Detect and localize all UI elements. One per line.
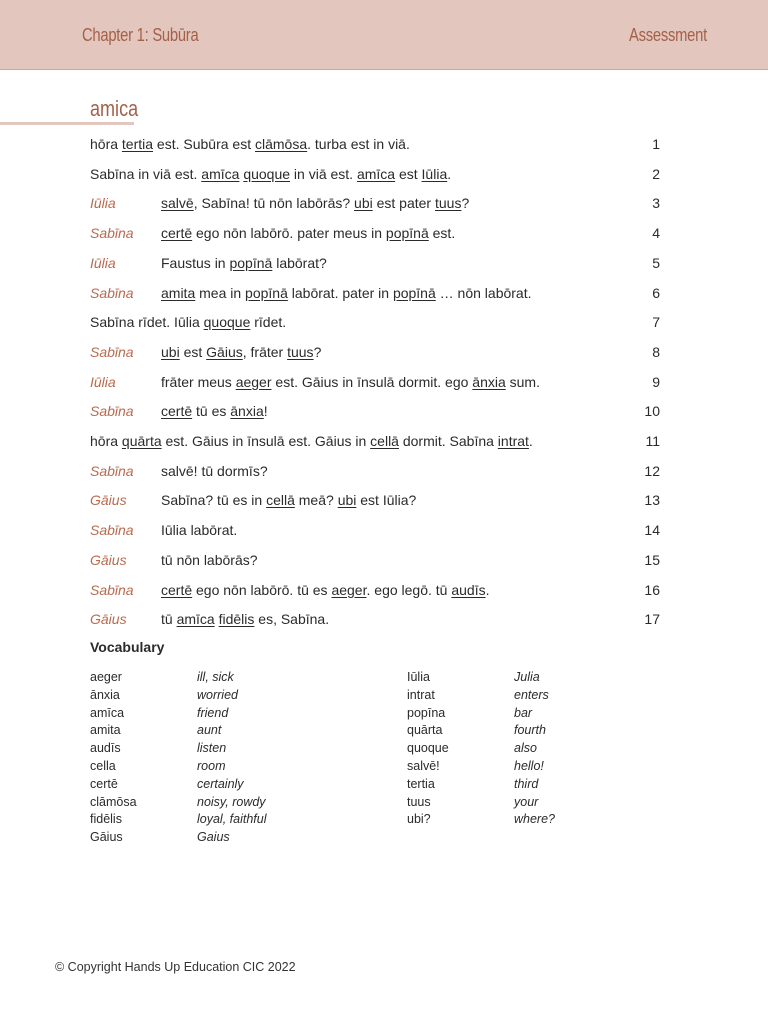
glossed-word: popīnā xyxy=(245,284,288,301)
line-number: 10 xyxy=(644,403,660,420)
vocab-meaning: loyal, faithful xyxy=(197,812,267,827)
text-segment: hōra xyxy=(90,433,122,449)
glossed-word: certē xyxy=(161,225,193,242)
speaker-name: Gāius xyxy=(90,492,127,509)
speaker-name: Sabīna xyxy=(90,343,134,360)
text-segment: tū es xyxy=(192,403,231,420)
page-header xyxy=(0,0,768,70)
vocab-meaning: bar xyxy=(514,705,533,720)
line-number: 14 xyxy=(644,522,660,539)
glossed-word: amīca xyxy=(176,611,215,628)
glossed-word: amīca xyxy=(201,165,240,182)
speaker-name: Gāius xyxy=(90,611,127,628)
line-text xyxy=(161,340,321,364)
text-segment: rīdet. xyxy=(250,314,287,331)
vocab-meaning: your xyxy=(514,794,539,809)
speaker-name: Iūlia xyxy=(90,373,116,390)
line-number: 12 xyxy=(644,462,660,479)
copyright-footer: © Copyright Hands Up Education CIC 2022 xyxy=(55,960,296,974)
vocab-word: ubi? xyxy=(407,812,431,827)
line-text xyxy=(90,162,451,186)
vocab-meaning: enters xyxy=(514,687,549,702)
speaker-name: Sabīna xyxy=(90,225,134,242)
vocab-word: amita xyxy=(90,723,121,738)
glossed-word: quārta xyxy=(121,433,162,449)
vocab-meaning: where? xyxy=(514,812,555,827)
text-segment: ? xyxy=(313,343,322,360)
text-segment: tū nōn labōrās? xyxy=(161,551,258,568)
line-number: 2 xyxy=(652,165,660,182)
passage-line xyxy=(0,399,768,423)
glossed-word: certē xyxy=(161,581,193,598)
glossed-word: popīnā xyxy=(392,284,436,301)
vocab-meaning: worried xyxy=(197,687,238,702)
speaker-name: Sabīna xyxy=(90,522,134,539)
glossed-word: audīs xyxy=(451,581,486,598)
vocab-word: tertia xyxy=(407,776,435,791)
text-segment: labōrat. pater in xyxy=(287,284,393,301)
text-segment: . turba est in viā. xyxy=(307,136,410,152)
glossed-word: ānxia xyxy=(472,373,506,390)
vocab-meaning: aunt xyxy=(197,723,222,738)
passage-line xyxy=(0,488,768,512)
vocab-meaning: listen xyxy=(197,741,227,756)
line-number: 4 xyxy=(652,225,660,242)
vocab-meaning: friend xyxy=(197,705,229,720)
glossed-word: ānxia xyxy=(230,403,264,420)
glossed-word: aeger xyxy=(331,581,367,598)
text-segment: Faustus in xyxy=(161,254,230,271)
glossed-word: tuus xyxy=(287,343,314,360)
text-segment: . ego legō. tū xyxy=(366,581,452,598)
passage-line xyxy=(0,548,768,572)
passage-line xyxy=(0,162,768,186)
line-number: 1 xyxy=(652,136,660,152)
line-text xyxy=(90,429,533,453)
passage-line xyxy=(0,459,768,483)
glossed-word: ubi xyxy=(354,195,373,212)
passage-title: amica xyxy=(90,96,139,121)
vocab-word: certē xyxy=(90,776,118,791)
line-text xyxy=(161,578,489,602)
vocab-meaning: also xyxy=(514,741,537,756)
text-segment: sum. xyxy=(505,373,540,390)
vocab-word: intrat xyxy=(407,687,435,702)
text-segment: Sabīna? tū es in xyxy=(161,492,267,509)
section-label: Assessment xyxy=(629,25,707,45)
text-segment: , frāter xyxy=(242,343,288,360)
passage-line xyxy=(0,221,768,245)
text-segment: in viā est. xyxy=(290,165,357,182)
line-text xyxy=(161,488,416,512)
line-text xyxy=(161,607,329,631)
line-text xyxy=(161,370,540,394)
title-underline-rule xyxy=(0,122,134,125)
line-text xyxy=(161,518,237,542)
text-segment: est. Subūra est xyxy=(153,136,255,152)
passage-line xyxy=(0,281,768,305)
speaker-name: Sabīna xyxy=(90,462,134,479)
vocab-word: audīs xyxy=(90,741,121,756)
line-text xyxy=(161,399,268,423)
text-segment: est. Gāius in īnsulā est. Gāius in xyxy=(161,433,371,449)
vocab-meaning: room xyxy=(197,758,226,773)
vocab-word: Gāius xyxy=(90,830,123,845)
passage-line xyxy=(0,607,768,631)
passage-line xyxy=(0,518,768,542)
text-segment: est. xyxy=(428,225,456,242)
vocab-meaning: hello! xyxy=(514,758,544,773)
glossed-word: popīnā xyxy=(385,225,429,242)
glossed-word: ubi xyxy=(161,343,180,360)
vocab-meaning: third xyxy=(514,776,539,791)
line-number: 9 xyxy=(652,373,660,390)
passage-line xyxy=(0,310,768,334)
text-segment: . xyxy=(485,581,490,598)
passage-line xyxy=(0,429,768,453)
text-segment: Sabīna rīdet. Iūlia xyxy=(90,314,204,331)
vocab-word: aeger xyxy=(90,670,122,684)
vocab-word: quoque xyxy=(407,741,449,756)
vocab-meaning: ill, sick xyxy=(197,670,234,684)
text-segment: ego nōn labōrō. pater meus in xyxy=(192,225,386,242)
text-segment: meā? xyxy=(294,492,338,509)
glossed-word: salvē xyxy=(161,195,194,212)
speaker-name: Sabīna xyxy=(90,581,134,598)
text-segment: dormit. Sabīna xyxy=(398,433,498,449)
glossed-word: quoque xyxy=(243,165,291,182)
glossed-word: tertia xyxy=(121,136,154,152)
line-number: 7 xyxy=(652,314,660,331)
text-segment: es, Sabīna. xyxy=(254,611,330,628)
line-number: 15 xyxy=(644,551,660,568)
text-segment: ! xyxy=(263,403,268,420)
text-segment: hōra xyxy=(90,136,122,152)
text-segment: est. Gāius in īnsulā dormit. ego xyxy=(271,373,473,390)
line-text xyxy=(90,310,286,334)
text-segment: , Sabīna! tū nōn labōrās? xyxy=(193,195,355,212)
passage-line xyxy=(0,191,768,215)
vocab-word: quārta xyxy=(407,723,443,738)
glossed-word: quoque xyxy=(203,314,251,331)
vocab-word: salvē! xyxy=(407,758,440,773)
vocab-word: popīna xyxy=(407,705,446,720)
line-number: 17 xyxy=(644,611,660,628)
text-segment: ego nōn labōrō. tū es xyxy=(192,581,332,598)
passage-line xyxy=(0,340,768,364)
text-segment: est xyxy=(179,343,207,360)
vocabulary-heading: Vocabulary xyxy=(90,639,165,655)
chapter-title: Chapter 1: Subūra xyxy=(82,25,199,45)
vocab-word: amīca xyxy=(90,705,125,720)
glossed-word: ubi xyxy=(337,492,357,509)
glossed-word: tuus xyxy=(434,195,462,212)
glossed-word: popīnā xyxy=(229,254,273,271)
text-segment: est Iūlia? xyxy=(356,492,417,509)
passage-line xyxy=(0,370,768,394)
text-segment: . xyxy=(447,165,452,182)
vocab-word: fidēlis xyxy=(90,812,122,827)
text-segment: frāter meus xyxy=(161,373,236,390)
line-number: 3 xyxy=(652,195,660,212)
text-segment: Sabīna in viā est. xyxy=(90,165,202,182)
glossed-word: clāmōsa xyxy=(255,136,308,152)
passage-line xyxy=(0,578,768,602)
vocab-word: clāmōsa xyxy=(90,794,137,809)
text-segment: . xyxy=(528,433,533,449)
speaker-name: Sabīna xyxy=(90,403,134,420)
text-segment: … nōn labōrat. xyxy=(435,284,532,301)
line-number: 8 xyxy=(652,343,660,360)
text-segment: labōrat? xyxy=(272,254,327,271)
passage-line xyxy=(0,251,768,275)
line-number: 11 xyxy=(645,433,660,449)
glossed-word: aeger xyxy=(235,373,272,390)
glossed-word: intrat xyxy=(497,433,529,449)
speaker-name: Iūlia xyxy=(90,195,116,212)
vocab-meaning: Gaius xyxy=(197,830,230,845)
line-number: 13 xyxy=(644,492,660,509)
glossed-word: fidēlis xyxy=(218,611,255,628)
glossed-word: cellā xyxy=(370,433,399,449)
line-text xyxy=(161,281,532,305)
vocab-word: Iūlia xyxy=(407,670,430,684)
passage-title-block xyxy=(0,96,140,126)
glossed-word: cellā xyxy=(266,492,295,509)
glossed-word: amīca xyxy=(356,165,396,182)
line-text xyxy=(161,459,268,483)
vocab-meaning: noisy, rowdy xyxy=(197,794,266,809)
line-number: 6 xyxy=(652,284,660,301)
line-text xyxy=(161,548,258,572)
passage-line xyxy=(0,132,768,156)
text-segment: est xyxy=(395,165,422,182)
line-text xyxy=(90,132,410,156)
line-number: 5 xyxy=(652,254,660,271)
glossed-word: certē xyxy=(161,403,193,420)
glossed-word: Gāius xyxy=(206,343,243,360)
vocab-meaning: fourth xyxy=(514,723,546,738)
speaker-name: Gāius xyxy=(90,551,127,568)
line-text xyxy=(161,221,455,245)
text-segment: Iūlia labōrat. xyxy=(161,522,238,539)
vocab-word: tuus xyxy=(407,794,431,809)
text-segment: tū xyxy=(161,611,177,628)
glossed-word: amita xyxy=(161,284,196,301)
vocab-word: cella xyxy=(90,758,116,773)
line-number: 16 xyxy=(644,581,660,598)
text-segment: est pater xyxy=(372,195,435,212)
speaker-name: Sabīna xyxy=(90,284,134,301)
vocab-word: ānxia xyxy=(90,687,120,702)
line-text xyxy=(161,251,327,275)
line-text xyxy=(161,191,469,215)
glossed-word: Iūlia xyxy=(421,165,448,182)
vocab-meaning: Julia xyxy=(514,670,540,684)
text-segment: ? xyxy=(461,195,470,212)
text-segment: mea in xyxy=(195,284,246,301)
text-segment: salvē! tū dormīs? xyxy=(161,462,268,479)
speaker-name: Iūlia xyxy=(90,254,116,271)
vocab-meaning: certainly xyxy=(197,776,244,791)
